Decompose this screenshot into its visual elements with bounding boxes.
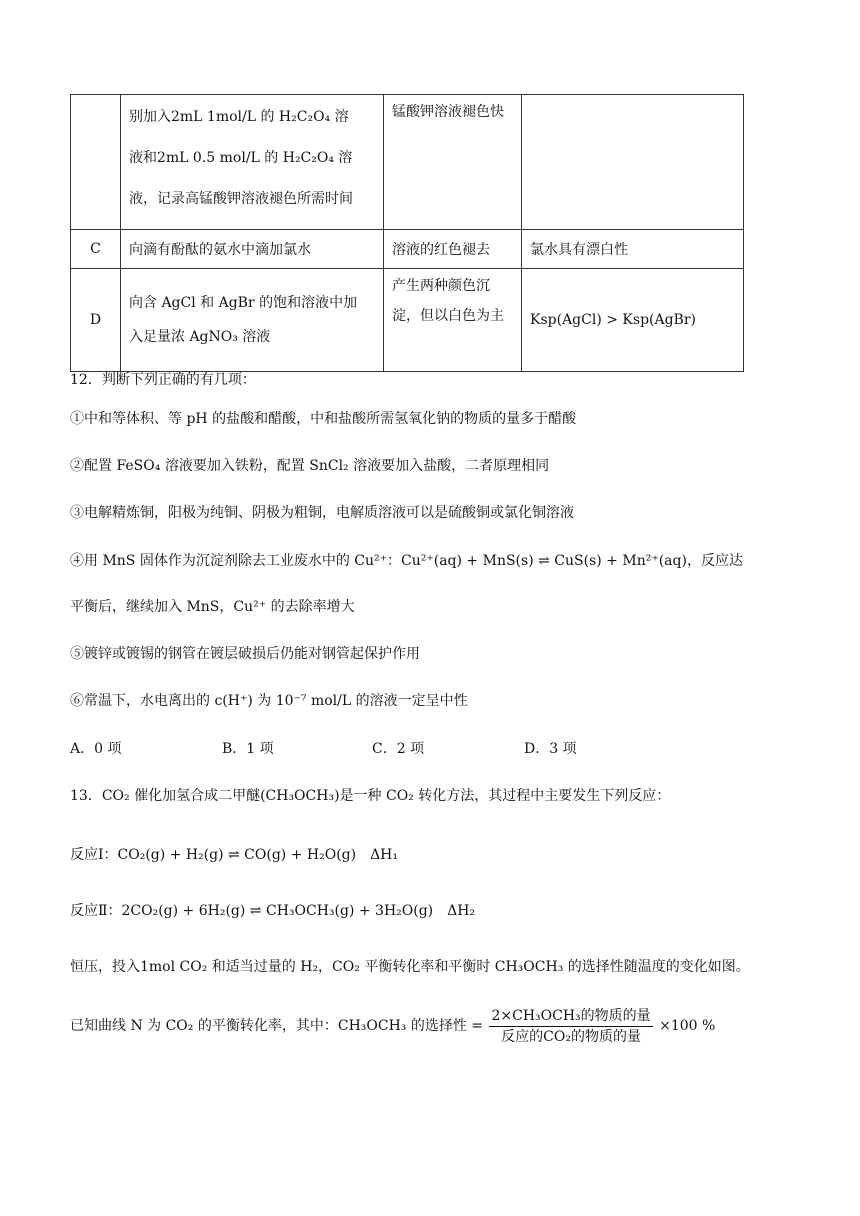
operation-line: 向含 AgCl 和 AgBr 的饱和溶液中加: [129, 295, 358, 311]
option-b: B．1 项: [222, 741, 274, 757]
conclusion-cell: 氯水具有漂白性: [522, 230, 744, 269]
question-12-item: ⑤镀锌或镀锡的钢管在镀层破损后仍能对钢管起保护作用: [70, 646, 420, 662]
selectivity-suffix: ×100 %: [659, 1018, 716, 1034]
selectivity-fraction: [489, 1006, 652, 1047]
operation-cell: [121, 269, 384, 372]
phenomenon-cell: [384, 269, 522, 372]
option-a: A．0 项: [70, 741, 122, 757]
row-label: C: [71, 230, 121, 269]
question-12-item: ⑥常温下，水电离出的 c(H⁺) 为 10⁻⁷ mol/L 的溶液一定呈中性: [70, 693, 468, 709]
table-row: [71, 95, 744, 230]
question-13-conditions: 恒压，投入1mol CO₂ 和适当过量的 H₂，CO₂ 平衡转化率和平衡时 CH₃OCH₃ 的选择性随温度的变化如图。: [70, 959, 750, 975]
question-12-item: 平衡后，继续加入 MnS，Cu²⁺ 的去除率增大: [70, 599, 355, 615]
operation-cell: [121, 95, 384, 230]
table-row: [71, 230, 744, 269]
operation-line: 液和2mL 0.5 mol/L 的 H₂C₂O₄ 溶: [129, 150, 353, 166]
reaction-1: 反应Ⅰ：CO₂(g) + H₂(g) ⇌ CO(g) + H₂O(g) ΔH₁: [70, 847, 399, 863]
row-label: D: [71, 269, 121, 372]
question-12-item: ③电解精炼铜，阳极为纯铜、阴极为粗铜，电解质溶液可以是硫酸铜或氯化铜溶液: [70, 505, 574, 521]
fraction-denominator: 反应的CO₂的物质的量: [501, 1028, 641, 1045]
selectivity-definition: [70, 1004, 715, 1048]
reaction-2: 反应Ⅱ：2CO₂(g) + 6H₂(g) ⇌ CH₃OCH₃(g) + 3H₂O(g) ΔH₂: [70, 903, 476, 919]
fraction-numerator: 2×CH₃OCH₃的物质的量: [489, 1006, 652, 1027]
operation-line: 入足量浓 AgNO₃ 溶液: [129, 329, 271, 345]
operation-line: 别加入2mL 1mol/L 的 H₂C₂O₄ 溶: [129, 109, 349, 125]
question-12-item: ④用 MnS 固体作为沉淀剂除去工业废水中的 Cu²⁺：Cu²⁺(aq) + MnS(s) ⇌ CuS(s) + Mn²⁺(aq)，反应达: [70, 553, 743, 569]
option-c: C．2 项: [372, 741, 425, 757]
operation-line: 液，记录高锰酸钾溶液褪色所需时间: [129, 191, 353, 207]
table-row: [71, 269, 744, 372]
phenomenon-cell: 溶液的红色褪去: [384, 230, 522, 269]
question-12-item: ①中和等体积、等 pH 的盐酸和醋酸，中和盐酸所需氢氧化钠的物质的量多于醋酸: [70, 411, 577, 427]
question-12-stem: 12．判断下列正确的有几项：: [70, 372, 256, 388]
question-12-item: ②配置 FeSO₄ 溶液要加入铁粉，配置 SnCl₂ 溶液要加入盐酸，二者原理相同: [70, 458, 550, 474]
phenomenon-cell: 锰酸钾溶液褪色快: [384, 95, 522, 230]
question-13-stem: 13．CO₂ 催化加氢合成二甲醚(CH₃OCH₃)是一种 CO₂ 转化方法，其过程中主要发生下列反应：: [70, 788, 671, 804]
conclusion-cell: [522, 95, 744, 230]
experiment-table: [70, 94, 744, 372]
phenomenon-line: 淀，但以白色为主: [392, 308, 504, 324]
option-d: D．3 项: [524, 741, 577, 757]
phenomenon-line: 产生两种颜色沉: [392, 278, 490, 294]
selectivity-prefix: 已知曲线 N 为 CO₂ 的平衡转化率，其中：CH₃OCH₃ 的选择性 =: [70, 1018, 484, 1034]
conclusion-cell: Ksp(AgCl) > Ksp(AgBr): [522, 269, 744, 372]
row-label: [71, 95, 121, 230]
operation-cell: 向滴有酚酞的氨水中滴加氯水: [121, 230, 384, 269]
